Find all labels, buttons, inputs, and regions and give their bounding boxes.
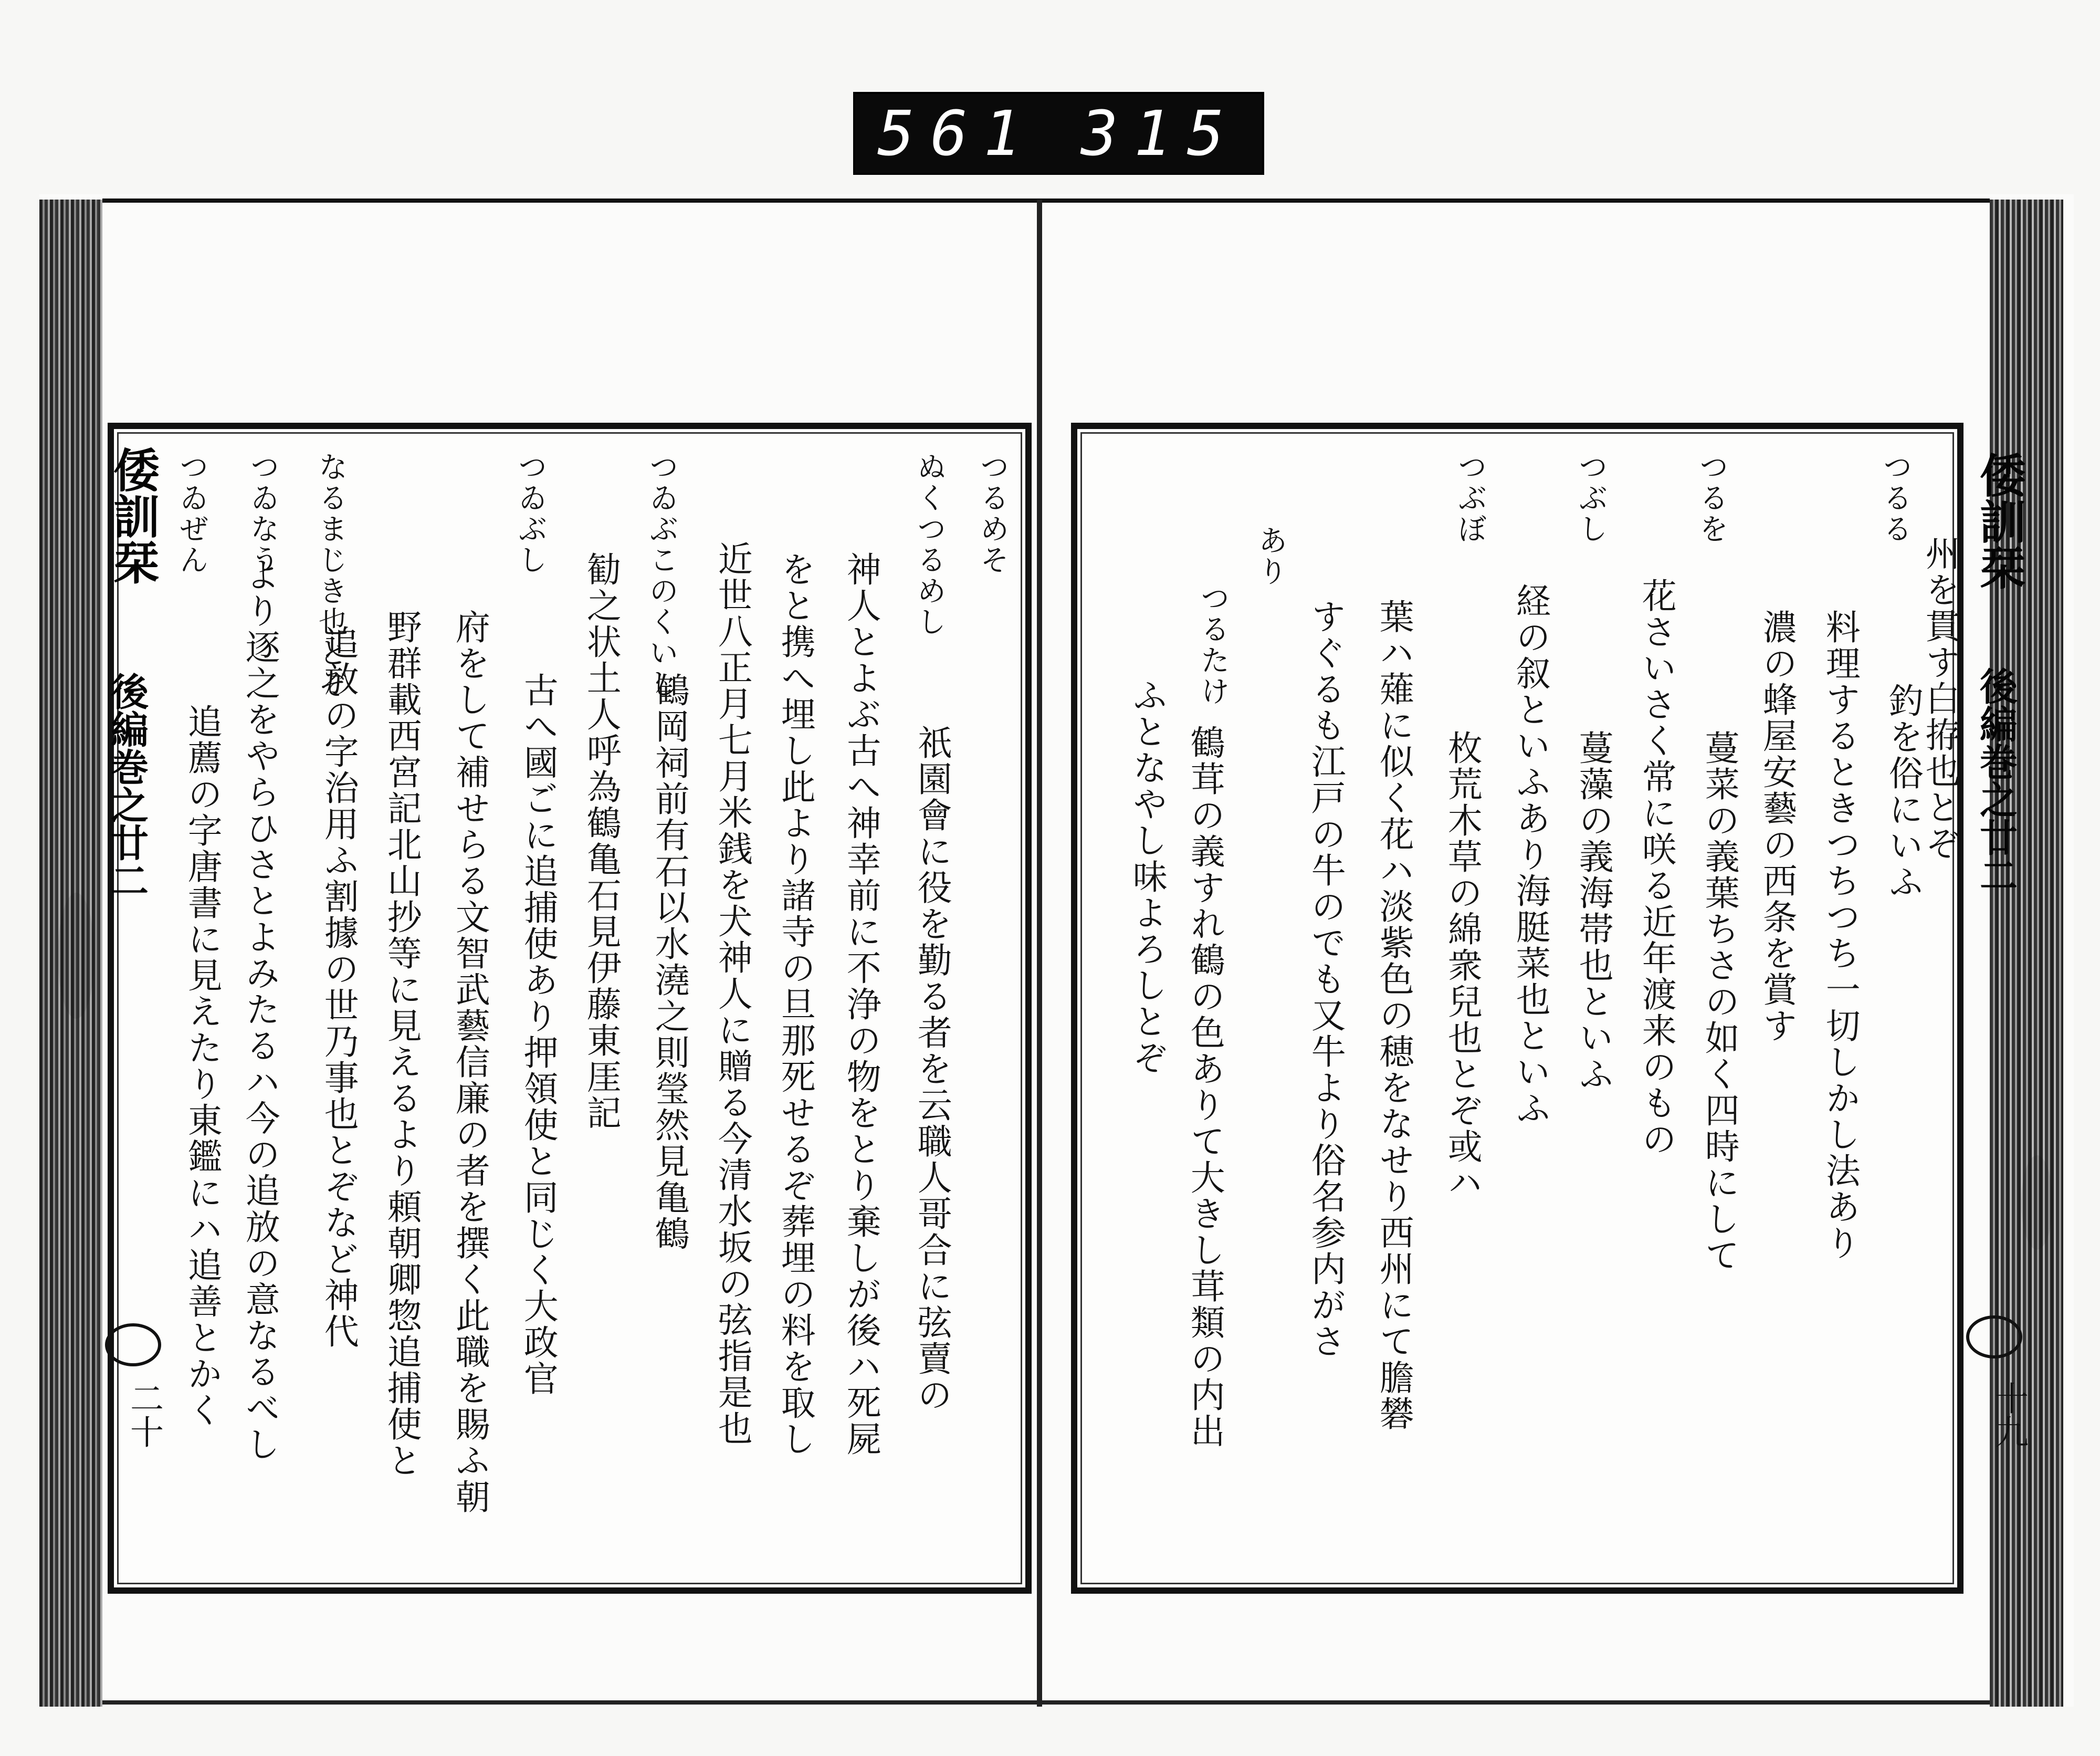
left-col-4: 追放の字治用ふ割據の世乃事也とぞなど神代 xyxy=(318,625,359,1350)
right-col-6: つぶし xyxy=(1573,452,1608,545)
right-col-extra-1: 蔓菜の義葉ちさの如く四時にして xyxy=(1699,730,1740,1273)
left-page-circle-mark xyxy=(105,1323,161,1366)
edge-stain xyxy=(58,893,94,1019)
left-col-13: をと携へ埋し此より諸寺の旦那死せるぞ葬埋の料を取し xyxy=(775,551,816,1457)
left-col-0: つゐぜん xyxy=(174,452,209,576)
call-number-right: 315 xyxy=(1080,97,1240,170)
call-number-label xyxy=(853,92,1264,175)
right-col-1: つるる xyxy=(1878,452,1913,545)
left-col-15: ぬくつるめし xyxy=(912,452,947,637)
right-col-5: 花さいさく常に咲る近年渡来のもの xyxy=(1636,578,1677,1157)
right-col-10: 葉ハ薙に似く花ハ淡紫色の穂をなせり西州にて膽礬 xyxy=(1373,599,1414,1432)
right-col-11-head: あり xyxy=(1253,525,1288,587)
right-col-14: ふとなやし味よろしとぞ xyxy=(1127,677,1168,1076)
left-col-16: 祇園會に役を勤る者を云職人哥合に弦賣の xyxy=(911,725,952,1413)
call-number-left: 561 xyxy=(877,97,1037,170)
right-col-4: つるを xyxy=(1694,452,1729,545)
left-page-subtitle: 後編巻之廿二 xyxy=(104,672,149,899)
right-col-2: 料理するときつちつち一切しかし法あり xyxy=(1820,609,1861,1261)
left-page-folio: 二十 xyxy=(124,1381,163,1448)
right-col-extra-0: 釣を俗にいふ xyxy=(1883,683,1924,900)
left-col-17: つるめそ xyxy=(975,452,1010,576)
right-col-11: すぐるも江戸の牛のでも又牛より俗名参内がさ xyxy=(1305,599,1346,1360)
left-col-6: 府をして補せらる文智武藝信廉の者を撰く此職を賜ふ朝 xyxy=(449,609,490,1515)
right-col-3: 濃の蜂屋安藝の西条を賞す xyxy=(1757,609,1798,1044)
left-col-12: 近世八正月七月米銭を犬神人に贈る今清水坂の弦指是也 xyxy=(712,541,753,1447)
right-page-subtitle: 後編巻之廿二 xyxy=(1973,667,2018,894)
right-col-12: つるたけ xyxy=(1195,583,1230,707)
right-col-13: 鶴茸の義すれ鶴の色ありて大きし茸類の内出 xyxy=(1184,725,1225,1449)
right-page-folio: 十九 xyxy=(1989,1381,2028,1448)
right-col-8: つぶぼ xyxy=(1453,452,1487,545)
left-page-title: 倭訓栞 xyxy=(106,446,161,585)
edge-stain xyxy=(2021,1155,2053,1250)
right-page-title: 倭訓栞 xyxy=(1972,452,2027,590)
left-col-10: つゐぶこのくいし xyxy=(644,452,679,699)
top-edge xyxy=(102,198,1990,203)
left-col-1: より逐之をやらひさとよみたるハ今の追放の意なるべし xyxy=(239,557,280,1462)
right-col-0: 州を貫す白拵也とぞ xyxy=(1919,536,1960,862)
left-col-14: 神人とよぶ古へ神幸前に不浄の物をとり棄しが後ハ死屍 xyxy=(841,551,881,1457)
right-page-circle-mark xyxy=(1966,1315,2022,1358)
left-col-2: つゐなう xyxy=(245,452,280,576)
bottom-edge xyxy=(102,1700,1990,1705)
left-col-5: 野群載西宮記北山抄等に見えるより頼朝卿惣追捕使と xyxy=(381,609,422,1479)
right-col-extra-2: 枚荒木草の綿衆兒也とぞ或ハ xyxy=(1442,730,1483,1201)
left-col-9: 勧之状土人呼為鶴亀石見伊藤東厓記 xyxy=(581,551,622,1131)
left-col-8: 古へ國ごに追捕使あり押領使と同じく大政官 xyxy=(518,672,559,1397)
left-col-3: なるまじき也とぞ xyxy=(313,452,348,699)
page-edge-right xyxy=(1990,200,2063,1707)
left-col-extra-0: 追薦の字唐書に見えたり東鑑にハ追善とかく xyxy=(182,704,223,1428)
right-col-7: 蔓藻の義海帯也といふ xyxy=(1573,730,1614,1092)
left-col-11: 鶴岡祠前有石以水澆之則瑩然見亀鶴 xyxy=(649,672,690,1252)
right-col-9: 経の叙といふあり海脡菜也といふ xyxy=(1510,583,1551,1126)
left-col-7: つゐぶし xyxy=(513,452,548,576)
book-spine xyxy=(1037,200,1042,1707)
